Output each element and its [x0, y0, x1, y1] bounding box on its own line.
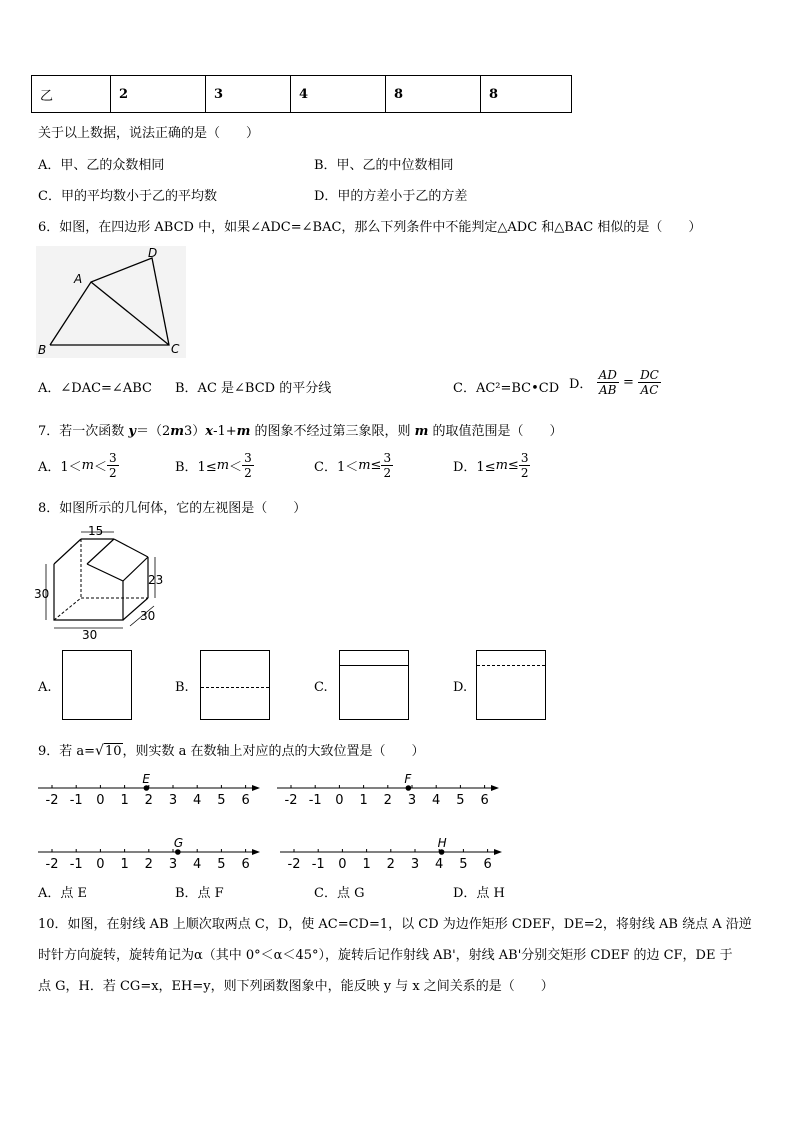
point-label: H [437, 836, 447, 850]
tick-label: 6 [241, 857, 250, 872]
data-table [31, 75, 572, 113]
tick-label: 0 [335, 793, 344, 808]
tick-label: 2 [144, 793, 153, 808]
q5-option-d: D．甲的方差小于乙的方差 [314, 189, 468, 204]
q9-stem: 9．若 a=√10，则实数 a 在数轴上对应的点的大致位置是（ ） [38, 743, 425, 759]
tick-label: 1 [362, 857, 371, 872]
q8-option-a-label: A. [38, 680, 52, 695]
number-line-h [280, 832, 510, 872]
dim-depth: 30 [140, 609, 156, 623]
tick-label: 1 [120, 857, 129, 872]
tick-label: 1 [120, 793, 129, 808]
table-cell: 2 [111, 76, 206, 113]
q7-option-a: A．1＜m＜ $\frac{3}{2}$ [38, 451, 117, 480]
tick-label: 0 [96, 857, 105, 872]
q10-line-3: 点 G，H．若 CG=x，EH=y，则下列函数图象中，能反映 y 与 x 之间关系的是（ ） [38, 979, 554, 994]
tick-label: 6 [480, 793, 489, 808]
axis-arrow [252, 785, 260, 791]
hidden-line [201, 687, 269, 688]
dim-bottom: 30 [82, 628, 98, 642]
number-line-g [38, 832, 268, 872]
q8-option-d-label: D. [453, 680, 468, 695]
visible-line [340, 665, 408, 666]
q7-stem: 7．若一次函数 y＝（2m3）x-1+m 的图象不经过第三象限，则 m 的取值范围是（ ） [38, 424, 563, 439]
solid-figure [34, 522, 169, 642]
tick-label: -2 [45, 857, 59, 872]
q10-line-2: 时针方向旋转，旋转角记为α（其中 0°＜α＜45°），旋转后记作射线 AB'，射线 AB'分别交矩形 CDEF 的边 CF，DE 于 [38, 948, 733, 963]
q10-line-1: 10．如图，在射线 AB 上顺次取两点 C，D，使 AC=CD=1，以 CD 为边作矩形 CDEF，DE=2，将射线 AB 绕点 A 沿逆 [38, 917, 752, 932]
tick-label: 2 [386, 857, 395, 872]
number-line-f [277, 768, 507, 808]
tick-label: 5 [217, 857, 226, 872]
tick-label: 6 [483, 857, 492, 872]
tick-label: -2 [284, 793, 298, 808]
q6-option-a: A．∠DAC=∠ABC [38, 381, 152, 396]
point-h [439, 849, 445, 855]
tick-label: 6 [241, 793, 250, 808]
tick-label: 4 [435, 857, 444, 872]
table-cell: 4 [291, 76, 386, 113]
tick-label: 5 [456, 793, 465, 808]
q5-option-b: B．甲、乙的中位数相同 [314, 158, 454, 173]
tick-label: 2 [383, 793, 392, 808]
q9-option-d: D．点 H [453, 886, 505, 901]
tick-label: 4 [193, 793, 202, 808]
q6-option-b: B．AC 是∠BCD 的平分线 [175, 381, 332, 396]
q5-option-a: A．甲、乙的众数相同 [38, 158, 165, 173]
tick-label: 0 [338, 857, 347, 872]
table-cell: 8 [386, 76, 481, 113]
q9-option-c: C．点 G [314, 886, 365, 901]
quadrilateral-figure [36, 246, 186, 358]
dim-left: 30 [34, 587, 50, 601]
q9-option-b: B．点 F [175, 886, 224, 901]
point-label: G [173, 836, 184, 850]
axis-arrow [252, 849, 260, 855]
q6-option-d: D． $\frac{AD}{AB}$ = $\frac{DC}{AC}$ [569, 368, 659, 397]
tick-label: 0 [96, 793, 105, 808]
tick-label: -2 [287, 857, 301, 872]
q9-option-a: A．点 E [38, 886, 88, 901]
dim-top: 15 [88, 524, 104, 538]
tick-label: -1 [308, 793, 322, 808]
tick-label: 3 [410, 857, 420, 872]
hidden-line [477, 665, 545, 666]
label-d: D [148, 246, 158, 260]
table-cell: 8 [481, 76, 572, 113]
q8-stem: 8．如图所示的几何体，它的左视图是（ ） [38, 501, 307, 516]
point-f [406, 785, 412, 791]
q7-option-b: B．1≤m＜ $\frac{3}{2}$ [175, 451, 252, 480]
q8-option-d-square [476, 650, 546, 720]
point-label: E [142, 772, 150, 786]
tick-label: -2 [45, 793, 59, 808]
table-cell: 乙 [32, 76, 111, 113]
axis-arrow [491, 785, 499, 791]
tick-label: 5 [459, 857, 468, 872]
q8-option-c-square [339, 650, 409, 720]
q6-stem: 6．如图，在四边形 ABCD 中，如果∠ADC=∠BAC，那么下列条件中不能判定△ADC 和△BAC 相似的是（ ） [38, 220, 702, 235]
q8-option-c-label: C. [314, 680, 328, 695]
q7-option-c: C．1＜m≤ $\frac{3}{2}$ [314, 451, 392, 480]
tick-label: 3 [168, 793, 178, 808]
q6-option-c: C．AC²=BC•CD [453, 381, 560, 396]
fraction-dc-ac: $\frac{DC}{AC}$ [640, 368, 659, 397]
tick-label: 5 [217, 793, 226, 808]
tick-label: 4 [193, 857, 202, 872]
q8-option-a-square [62, 650, 132, 720]
q8-option-b-label: B. [175, 680, 189, 695]
label-a: A [74, 272, 83, 286]
tick-label: 3 [407, 793, 417, 808]
point-g [175, 849, 181, 855]
number-line-e [38, 768, 268, 808]
label-c: C [171, 342, 180, 356]
fraction-ad-ab: $\frac{AD}{AB}$ [598, 368, 617, 397]
tick-label: 3 [168, 857, 178, 872]
table-row [32, 76, 572, 113]
tick-label: 1 [359, 793, 368, 808]
dim-right: 23 [148, 573, 164, 587]
table-cell: 3 [206, 76, 291, 113]
q7-option-d: D．1≤m≤ $\frac{3}{2}$ [453, 451, 529, 480]
q5-option-c: C．甲的平均数小于乙的平均数 [38, 189, 217, 204]
tick-label: 2 [144, 857, 153, 872]
point-label: F [404, 772, 412, 786]
q5-stem: 关于以上数据，说法正确的是（ ） [38, 126, 260, 141]
tick-label: 4 [432, 793, 441, 808]
tick-label: -1 [69, 857, 83, 872]
point-e [144, 785, 150, 791]
q8-option-b-square [200, 650, 270, 720]
tick-label: -1 [311, 857, 325, 872]
axis-arrow [494, 849, 502, 855]
tick-label: -1 [69, 793, 83, 808]
label-b: B [38, 343, 47, 357]
